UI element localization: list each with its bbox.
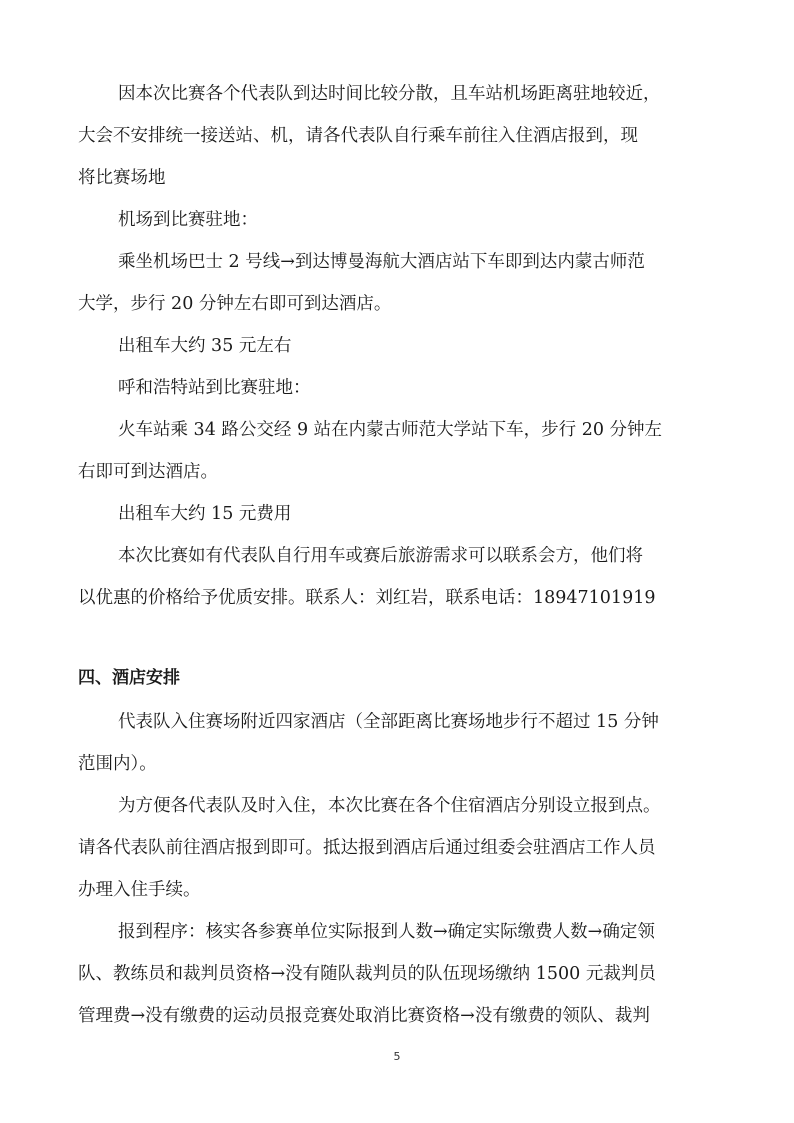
hotel-p3-line-3: 管理费→没有缴费的运动员报竞赛处取消比赛资格→没有缴费的领队、裁判	[78, 1006, 650, 1026]
intro-line-2: 大会不安排统一接送站、机，请各代表队自行乘车前往入住酒店报到，现	[78, 126, 638, 146]
page-number: 5	[393, 1050, 401, 1063]
hotel-p2-line-2: 请各代表队前往酒店报到即可。抵达报到酒店后通过组委会驻酒店工作人员	[78, 838, 656, 858]
airport-bus-line-1: 乘坐机场巴士 2 号线→到达博曼海航大酒店站下车即到达内蒙古师范	[118, 252, 645, 272]
hotel-p3-line-1: 报到程序：核实各参赛单位实际报到人数→确定实际缴费人数→确定领	[118, 922, 655, 942]
station-bus-line-2: 右即可到达酒店。	[78, 462, 218, 482]
hotel-p2-line-1: 为方便各代表队及时入住，本次比赛在各个住宿酒店分别设立报到点。	[118, 796, 661, 816]
contact-line-1: 本次比赛如有代表队自行用车或赛后旅游需求可以联系会方，他们将	[118, 546, 643, 566]
hotel-section-heading: 四、酒店安排	[78, 668, 180, 688]
airport-taxi: 出租车大约 35 元左右	[118, 336, 292, 356]
station-title: 呼和浩特站到比赛驻地：	[118, 378, 311, 398]
station-bus-line-1: 火车站乘 34 路公交经 9 站在内蒙古师范大学站下车，步行 20 分钟左	[118, 420, 663, 440]
hotel-p3-line-2: 队、教练员和裁判员资格→没有随队裁判员的队伍现场缴纳 1500 元裁判员	[78, 964, 656, 984]
contact-line-2: 以优惠的价格给予优质安排。联系人：刘红岩，联系电话：18947101919	[78, 588, 656, 608]
hotel-p1-line-1: 代表队入住赛场附近四家酒店（全部距离比赛场地步行不超过 15 分钟	[118, 712, 659, 732]
hotel-p2-line-3: 办理入住手续。	[78, 880, 201, 900]
station-taxi: 出租车大约 15 元费用	[118, 504, 292, 524]
airport-title: 机场到比赛驻地：	[118, 210, 258, 230]
intro-line-3: 将比赛场地	[78, 168, 166, 188]
airport-bus-line-2: 大学，步行 20 分钟左右即可到达酒店。	[78, 294, 392, 314]
hotel-p1-line-2: 范围内）。	[78, 754, 157, 774]
intro-line-1: 因本次比赛各个代表队到达时间比较分散，且车站机场距离驻地较近，	[118, 84, 661, 104]
